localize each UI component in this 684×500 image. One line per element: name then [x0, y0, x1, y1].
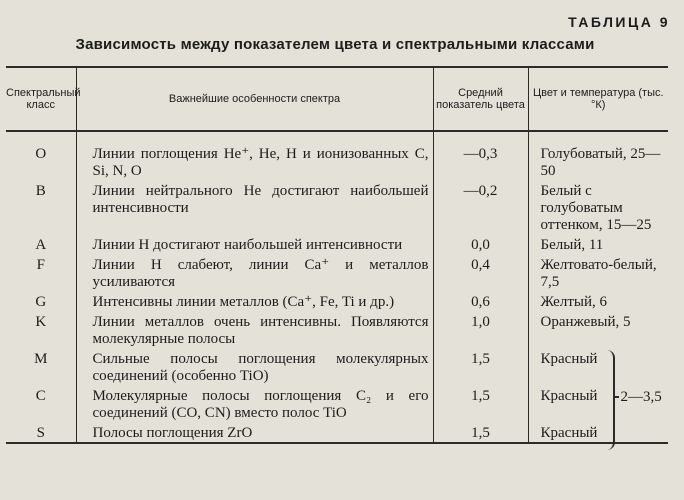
table-row [6, 254, 668, 291]
color-temp-cell: Желтовато-белый, 7,5 [528, 254, 668, 291]
color-index-cell: 1,0 [433, 311, 528, 348]
table-row [6, 311, 668, 348]
table-number-label: ТАБЛИЦА 9 [568, 14, 670, 30]
header-spectrum-features: Важнейшие особенности спектра [76, 67, 433, 131]
table-row [6, 234, 668, 254]
class-cell: K [35, 314, 47, 330]
header-color-temperature: Цвет и температура (тыс. °К) [528, 67, 668, 131]
color-temp-cell: Белый с голубоватым оттенком, 15—25 [528, 180, 668, 234]
color-index-cell: 1,5 [433, 422, 528, 443]
color-temp-cell: Красный [528, 385, 668, 422]
table-row [6, 348, 668, 385]
table-row [6, 422, 668, 443]
right-brace [605, 350, 615, 450]
features-cell: Линии нейтрального He достигают наибольшей интенсивности [76, 180, 433, 234]
color-index-cell: 1,5 [433, 348, 528, 385]
table-header-row [6, 67, 668, 131]
table-row [6, 385, 668, 422]
spectral-class-table [6, 66, 668, 444]
color-temp-cell [528, 348, 668, 405]
color-temp-cell: Желтый, 6 [528, 291, 668, 311]
color-index-cell: —0,3 [433, 131, 528, 180]
class-cell: O [35, 146, 47, 162]
class-cell: M [34, 351, 48, 367]
class-cell: B [35, 183, 46, 199]
table-caption: Зависимость между показателем цвета и спектральными классами [75, 36, 595, 53]
color-temp-text: Красный [540, 351, 598, 367]
color-temp-cell: Белый, 11 [528, 234, 668, 254]
features-cell: Линии H достигают наибольшей интенсивности [76, 234, 433, 254]
features-cell: Сильные полосы поглощения молекулярных соединений (особенно TiO) [76, 348, 433, 385]
class-cell: F [36, 257, 45, 273]
class-cell: G [35, 294, 47, 310]
table-row [6, 131, 668, 180]
brace-temperature-note: 2—3,5 [620, 389, 662, 405]
class-cell: C [35, 388, 46, 404]
color-temp-cell: Красный [528, 422, 668, 443]
features-cell: Линии H слабеют, линии Ca⁺ и металлов усиливаются [76, 254, 433, 291]
color-temp-cell: Голубоватый, 25—50 [528, 131, 668, 180]
color-index-cell: 0,4 [433, 254, 528, 291]
color-temp-cell: Оранжевый, 5 [528, 311, 668, 348]
color-index-cell: —0,2 [433, 180, 528, 234]
color-index-cell: 1,5 [433, 385, 528, 422]
features-cell: Интенсивны линии металлов (Ca⁺, Fe, Ti и др.) [76, 291, 433, 311]
features-cell: Полосы поглощения ZrO [76, 422, 433, 443]
table-row [6, 180, 668, 234]
features-cell: Молекулярные полосы поглощения C₂ и его соединений (CO, CN) вместо полос TiO [76, 385, 433, 422]
class-cell: S [6, 422, 76, 443]
header-spectral-class: Спектральный класс [6, 67, 76, 131]
features-cell: Линии металлов очень интенсивны. Появляются молекулярные полосы [76, 311, 433, 348]
features-cell: Линии поглощения He⁺, He, H и ионизованных C, Si, N, O [76, 131, 433, 180]
header-color-index: Средний показатель цвета [433, 67, 528, 131]
class-cell: A [35, 237, 47, 253]
table-row [6, 291, 668, 311]
color-index-cell: 0,0 [433, 234, 528, 254]
color-index-cell: 0,6 [433, 291, 528, 311]
